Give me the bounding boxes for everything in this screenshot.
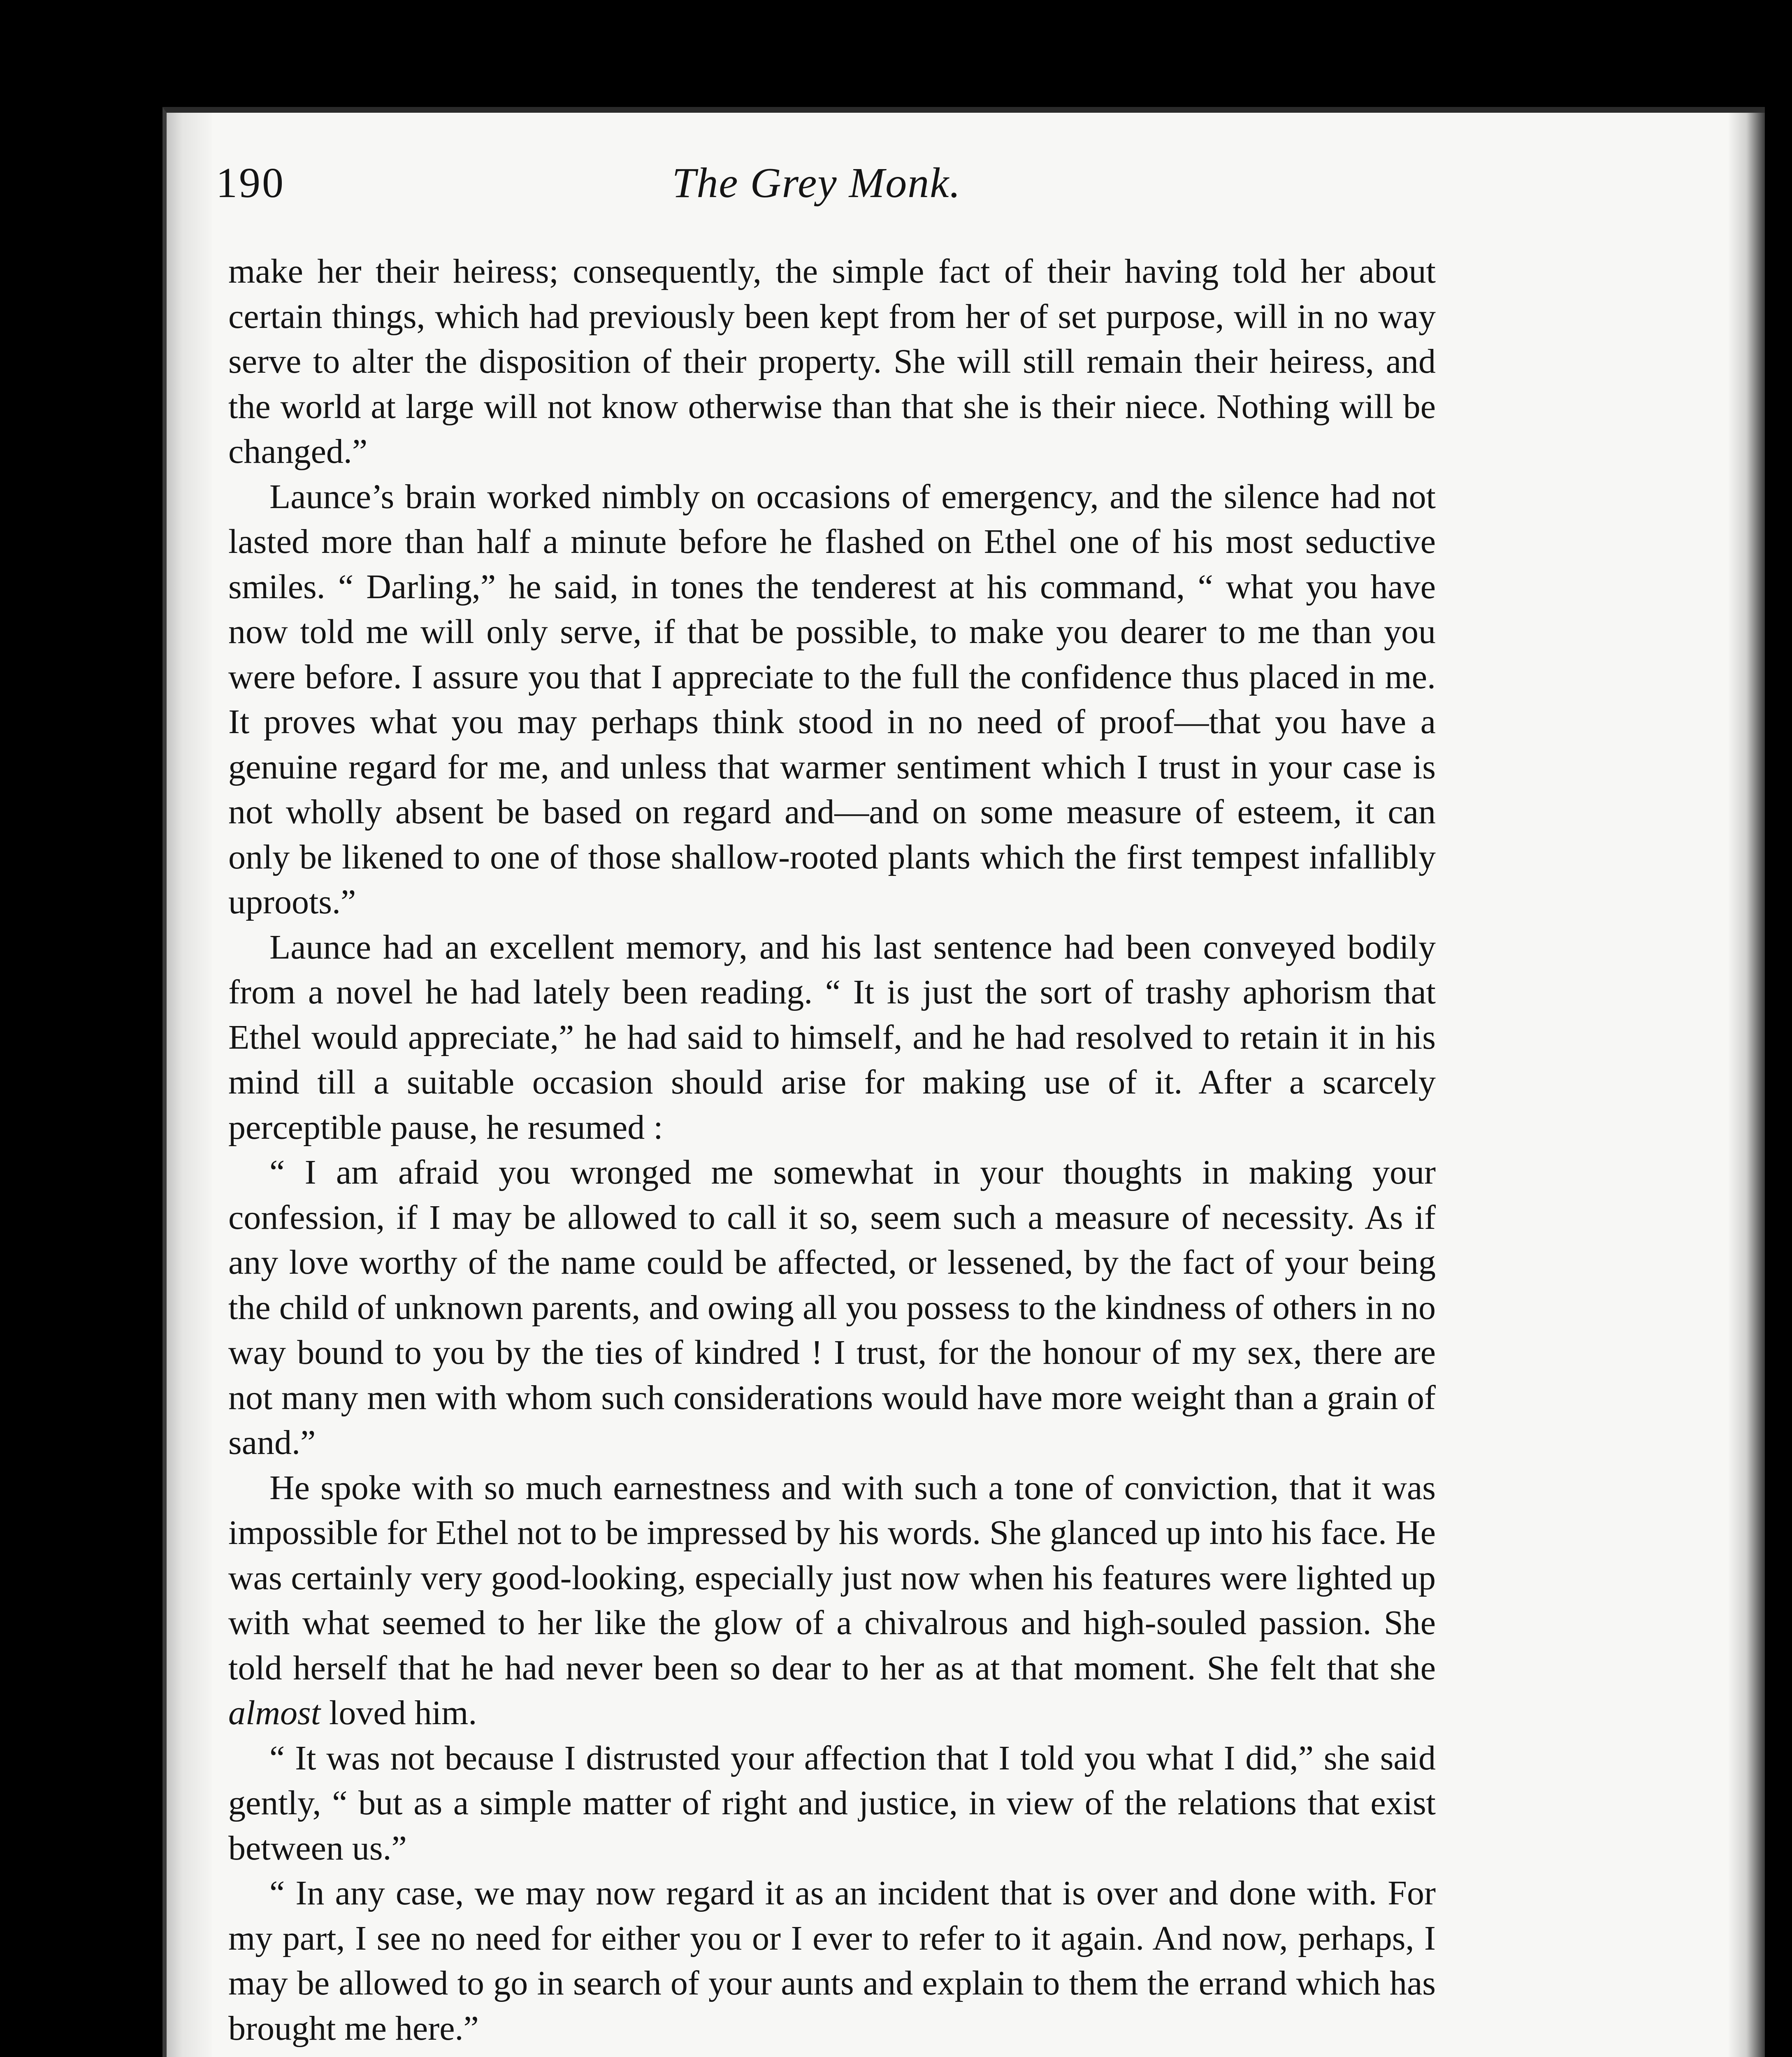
paragraph-text: He spoke with so much earnestness and with such a tone of conviction, that it was impossible for Ethel not to be impressed by his words. She glanced up into his face. He was certainly very good-looking, especially just now when his features were lighted up with what seemed to her like the glow of a chivalrous and high-souled passion. She told herself that he had never been so dear to her as at that moment. She felt that she [228,1468,1436,1687]
paragraph [228,249,1436,474]
emphasized-word: almost [228,1694,321,1732]
body-text [228,249,1436,2051]
running-title: The Grey Monk. [672,159,961,207]
page-header [216,158,1417,224]
paragraph [228,474,1436,925]
paragraph [228,1736,1436,1871]
page-number: 190 [216,159,285,207]
paragraph-text: Launce’s brain worked nimbly on occasions of emergency, and the silence had not lasted more than half a minute before he flashed on Ethel one of his most seductive smiles. “ Darling,” he said, in tones the tenderest at his command, “ what you have now told me will only serve, if that be possible, to make you dearer to me than you were before. I assure you that I appreciate to the full the confidence thus placed in me. It proves what you may perhaps think stood in no need of proof—that you have a genuine regard for me, and unless that warmer sentiment which I trust in your case is not wholly absent be based on regard and—and on some measure of esteem, it can only be likened to one of those shallow-rooted plants which the first tempest infallibly uproots.” [228,477,1436,921]
paragraph [228,1465,1436,1736]
paragraph-text: make her their heiress; consequently, the simple fact of their having told her about certain things, which had previously been kept from her of set purpose, will in no way serve to alter the disposition of their property. She will still remain their heiress, and the world at large will not know otherwise than that she is their niece. Nothing will be changed.” [228,252,1436,471]
paragraph-text: “ It was not because I distrusted your affection that I told you what I did,” she said gently, “ but as a simple matter of right and justice, in view of the relations that exist between us.” [228,1739,1436,1867]
page-gutter-shadow [167,113,212,2057]
paragraph-text: Launce had an excellent memory, and his last sentence had been conveyed bodily from a novel he had lately been reading. “ It is just the sort of trashy aphorism that Ethel would appreciate,” he had said to himself, and he had resolved to retain it in his mind till a suitable occasion should arise for making use of it. After a scarcely perceptible pause, he resumed : [228,928,1436,1147]
paragraph-text: “ In any case, we may now regard it as an incident that is over and done with. For my part, I see no need for either you or I ever to refer to it again. And now, perhaps, I may be allowed to go in search of your aunts and explain to them the errand which has brought me here.” [228,1874,1436,2048]
paragraph-text-tail: loved him. [320,1694,477,1732]
paragraph [228,1871,1436,2051]
paragraph [228,925,1436,1150]
paragraph [228,1150,1436,1465]
page-right-edge-shadow [1728,113,1765,2057]
paragraph-text: “ I am afraid you wronged me somewhat in your thoughts in making your confession, if I may be allowed to call it so, seem such a measure of necessity. As if any love worthy of the name could be affected, or lessened, by the fact of your being the child of unknown parents, and owing all you possess to the kindness of others in no way bound to you by the ties of kindred ! I trust, for the honour of my sex, there are not many men with whom such considerations would have more weight than a grain of sand.” [228,1153,1436,1462]
